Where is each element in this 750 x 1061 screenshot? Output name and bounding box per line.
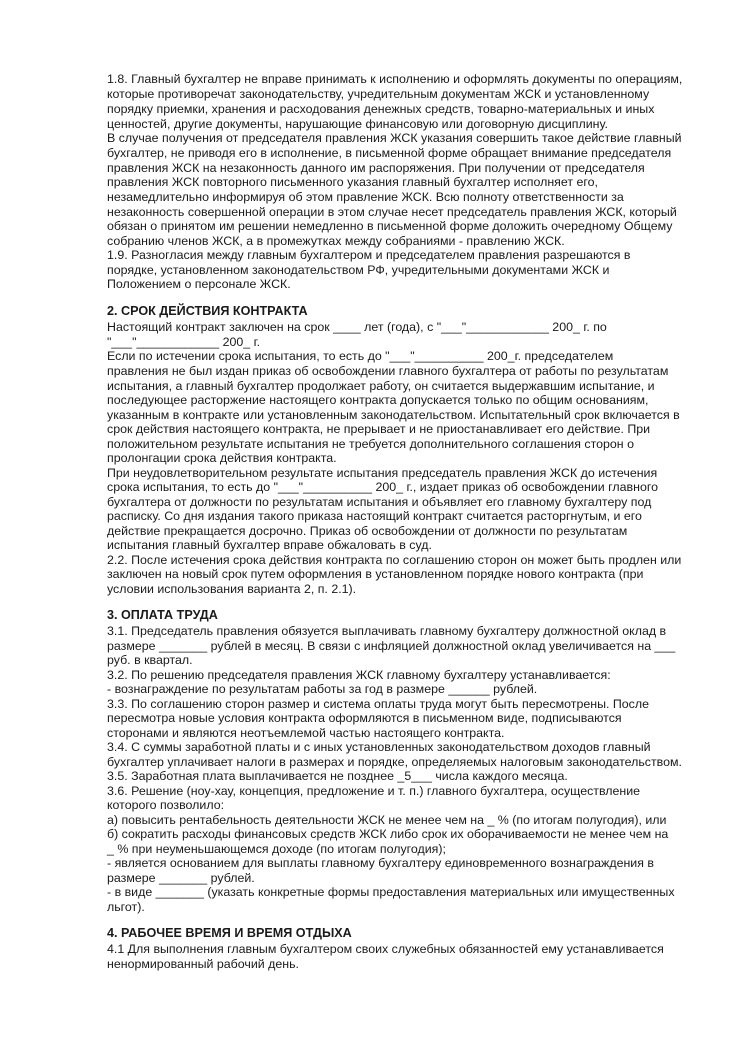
paragraph-line: 1.8. Главный бухгалтер не вправе принимать к исполнению и оформлять документы по операциям,: [107, 72, 683, 86]
paragraph-line: бухгалтер, не приводя его в исполнение, в письменной форме обращает внимание председателя: [107, 146, 672, 160]
section-heading: 3. ОПЛАТА ТРУДА: [107, 608, 218, 622]
paragraph-line: 3.4. С суммы заработной платы и с иных установленных законодательством доходов главный: [107, 740, 651, 754]
paragraph-line: пролонгации срока действия контракта.: [107, 451, 337, 465]
paragraph-line: ненормированный рабочий день.: [107, 957, 299, 971]
paragraph-line: 2.2. После истечения срока действия контракта по соглашению сторон он может быть продлен или: [107, 553, 682, 567]
paragraph-line: пересмотра новые условия контракта оформляются в письменном виде, подписываются: [107, 711, 622, 725]
paragraph-line: Если по истечении срока испытания, то есть до "___"__________ 200_г. председателем: [107, 349, 614, 363]
paragraph-line: руб. в квартал.: [107, 653, 193, 667]
paragraph-line: 3.5. Заработная плата выплачивается не позднее _5___ числа каждого месяца.: [107, 769, 568, 783]
paragraph-line: правления не был издан приказ об освобождении главного бухгалтера от работы по результатам: [107, 364, 669, 378]
paragraph-line: порядку приемки, хранения и расходования денежных средств, товарно-материальных и иных: [107, 102, 655, 116]
paragraph-line: размере _______ рублей.: [107, 871, 255, 885]
paragraph-line: _ % при неуменьшающемся доходе (по итогам полугодия);: [107, 842, 446, 856]
paragraph-line: - является основанием для выплаты главному бухгалтеру единовременного вознаграждения в: [107, 856, 654, 870]
paragraph-line: срок действия настоящего контракта, не прерывает и не приостанавливает его действие. При: [107, 422, 651, 436]
paragraph-line: - вознаграждение по результатам работы за год в размере ______ рублей.: [107, 682, 538, 696]
paragraph-line: Настоящий контракт заключен на срок ____ лет (года), с "___"____________ 200_ г. по: [107, 320, 607, 334]
paragraph-line: размере _______ рублей в месяц. В связи с инфляцией должностной оклад увеличивается на ___: [107, 639, 676, 653]
paragraph-line: расписку. Со дня издания такого приказа настоящий контракт считается расторгнутым, и его: [107, 509, 642, 523]
paragraph-line: бухгалтер уплачивает налоги в размерах и порядке, определяемых налоговым законодательством.: [107, 755, 682, 769]
paragraph-line: 3.1. Председатель правления обязуется выплачивать главному бухгалтеру должностной оклад в: [107, 624, 667, 638]
paragraph-line: испытания, а главный бухгалтер продолжает работу, он считается выдержавшим испытание, и: [107, 379, 655, 393]
paragraph-line: обязан о принятом им решении немедленно в письменной форме доложить очередному Общему: [107, 219, 673, 233]
paragraph-line: условии использования варианта 2, п. 2.1).: [107, 582, 357, 596]
paragraph-line: сторонами и являются неотъемлемой частью настоящего контракта.: [107, 726, 505, 740]
paragraph-line: льгот).: [107, 900, 145, 914]
paragraph-line: б) сократить расходы финансовых средств ЖСК либо срок их оборачиваемости не менее чем на: [107, 827, 669, 841]
section-heading: 4. РАБОЧЕЕ ВРЕМЯ И ВРЕМЯ ОТДЫХА: [107, 926, 352, 940]
paragraph-line: В случае получения от председателя правления ЖСК указания совершить такое действие главный: [107, 131, 682, 145]
paragraph-line: При неудовлетворительном результате испытания председатель правления ЖСК до истечения: [107, 466, 658, 480]
paragraph-line: Положением о персонале ЖСК.: [107, 277, 291, 291]
paragraph-line: срока испытания, то есть до "___"__________ 200_ г., издает приказ об освобождении главного: [107, 480, 658, 494]
paragraph-line: ценностей, другие документы, нарушающие финансовую или договорную дисциплину.: [107, 117, 608, 131]
paragraph-line: правления ЖСК на незаконность данного им распоряжения. При получении от председателя: [107, 161, 645, 175]
paragraph-line: действие прекращается досрочно. Приказ об освобождении от должности по результатам: [107, 524, 628, 538]
paragraph-line: правления ЖСК повторного письменного указания главный бухгалтер исполняет его,: [107, 175, 598, 189]
paragraph-line: которые противоречат законодательству, учредительным документам ЖСК и установленному: [107, 87, 650, 101]
paragraph-line: порядке, установленном законодательством РФ, учредительными документами ЖСК и: [107, 263, 610, 277]
paragraph-line: 3.2. По решению председателя правления ЖСК главному бухгалтеру устанавливается:: [107, 668, 611, 682]
paragraph-line: последующее расторжение настоящего контракта допускается только по общим основаниям,: [107, 393, 649, 407]
paragraph-line: 3.6. Решение (ноу-хау, концепция, предложение и т. п.) главного бухгалтера, осуществление: [107, 784, 641, 798]
paragraph-line: испытания главный бухгалтер вправе обжаловать в суд.: [107, 538, 432, 552]
paragraph-line: 4.1 Для выполнения главным бухгалтером своих служебных обязанностей ему устанавливается: [107, 942, 664, 956]
paragraph-line: - в виде _______ (указать конкретные формы предоставления материальных или имущественных: [107, 885, 675, 899]
paragraph-line: незаконность совершенной операции в этом случае несет председатель правления ЖСК, который: [107, 205, 677, 219]
paragraph-line: указанным в контракте или установленным законодательством. Испытательный срок включается в: [107, 408, 680, 422]
paragraph-line: которого позволило:: [107, 798, 225, 812]
paragraph-line: собранию членов ЖСК, а в промежутках между собраниями - правлению ЖСК.: [107, 234, 565, 248]
paragraph-line: положительном результате испытания не требуется дополнительного соглашения сторон о: [107, 437, 634, 451]
paragraph-line: 1.9. Разногласия между главным бухгалтером и председателем правления разрешаются в: [107, 248, 631, 262]
paragraph-line: "___"____________ 200_ г.: [107, 335, 261, 349]
paragraph-line: бухгалтера от должности по результатам испытания и объявляет его главному бухгалтеру под: [107, 495, 652, 509]
paragraph-line: незамедлительно информируя об этом правление ЖСК. Всю полноту ответственности за: [107, 190, 624, 204]
section-heading: 2. СРОК ДЕЙСТВИЯ КОНТРАКТА: [107, 304, 308, 318]
paragraph-line: а) повысить рентабельность деятельности ЖСК не менее чем на _ % (по итогам полугодия), или: [107, 813, 667, 827]
paragraph-line: заключен на новый срок путем оформления в установленном порядке нового контракта (при: [107, 567, 644, 581]
paragraph-line: 3.3. По соглашению сторон размер и система оплаты труда могут быть пересмотрены. После: [107, 697, 649, 711]
